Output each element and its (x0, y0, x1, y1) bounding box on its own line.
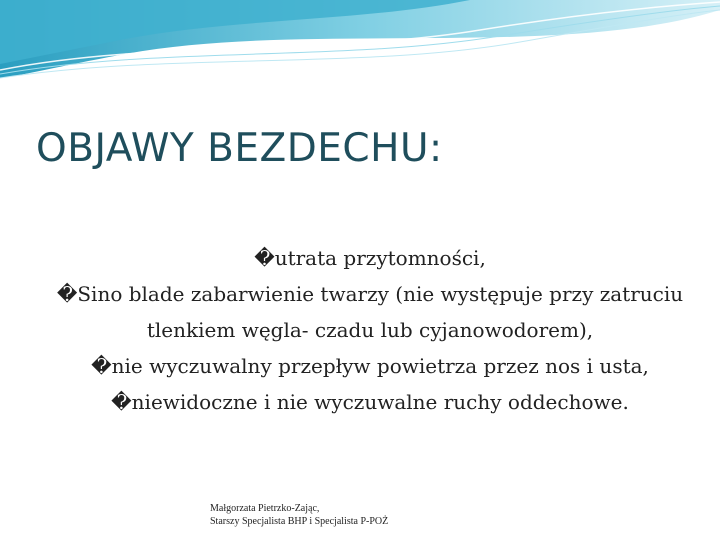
bullet-marker-icon: � (254, 246, 275, 270)
bullet-item (40, 240, 700, 276)
bullet-marker-icon: � (56, 282, 78, 306)
slide-title: OBJAWY BEZDECHU: (36, 126, 443, 171)
bullet-list (40, 240, 700, 420)
footer-author: Małgorzata Pietrzko-Zając, (210, 503, 320, 514)
footer-role: Starszy Specjalista BHP i Specjalista P-POŻ (210, 516, 389, 527)
bullet-text: niewidoczne i nie wyczuwalne ruchy oddechowe. (131, 390, 629, 414)
bullet-marker-icon: � (111, 390, 132, 414)
bullet-item (40, 348, 700, 384)
bullet-marker-icon: � (91, 354, 112, 378)
bullet-text: Sino blade zabarwienie twarzy (nie występuje przy zatruciu tlenkiem węgla- czadu lub cyjanowodorem), (77, 282, 684, 342)
footer-credit (210, 502, 388, 528)
decorative-wave-header (0, 0, 720, 80)
bullet-item (40, 384, 700, 420)
bullet-text: nie wyczuwalny przepływ powietrza przez nos i usta, (111, 354, 649, 378)
bullet-item (40, 276, 700, 348)
bullet-text: utrata przytomności, (274, 246, 486, 270)
